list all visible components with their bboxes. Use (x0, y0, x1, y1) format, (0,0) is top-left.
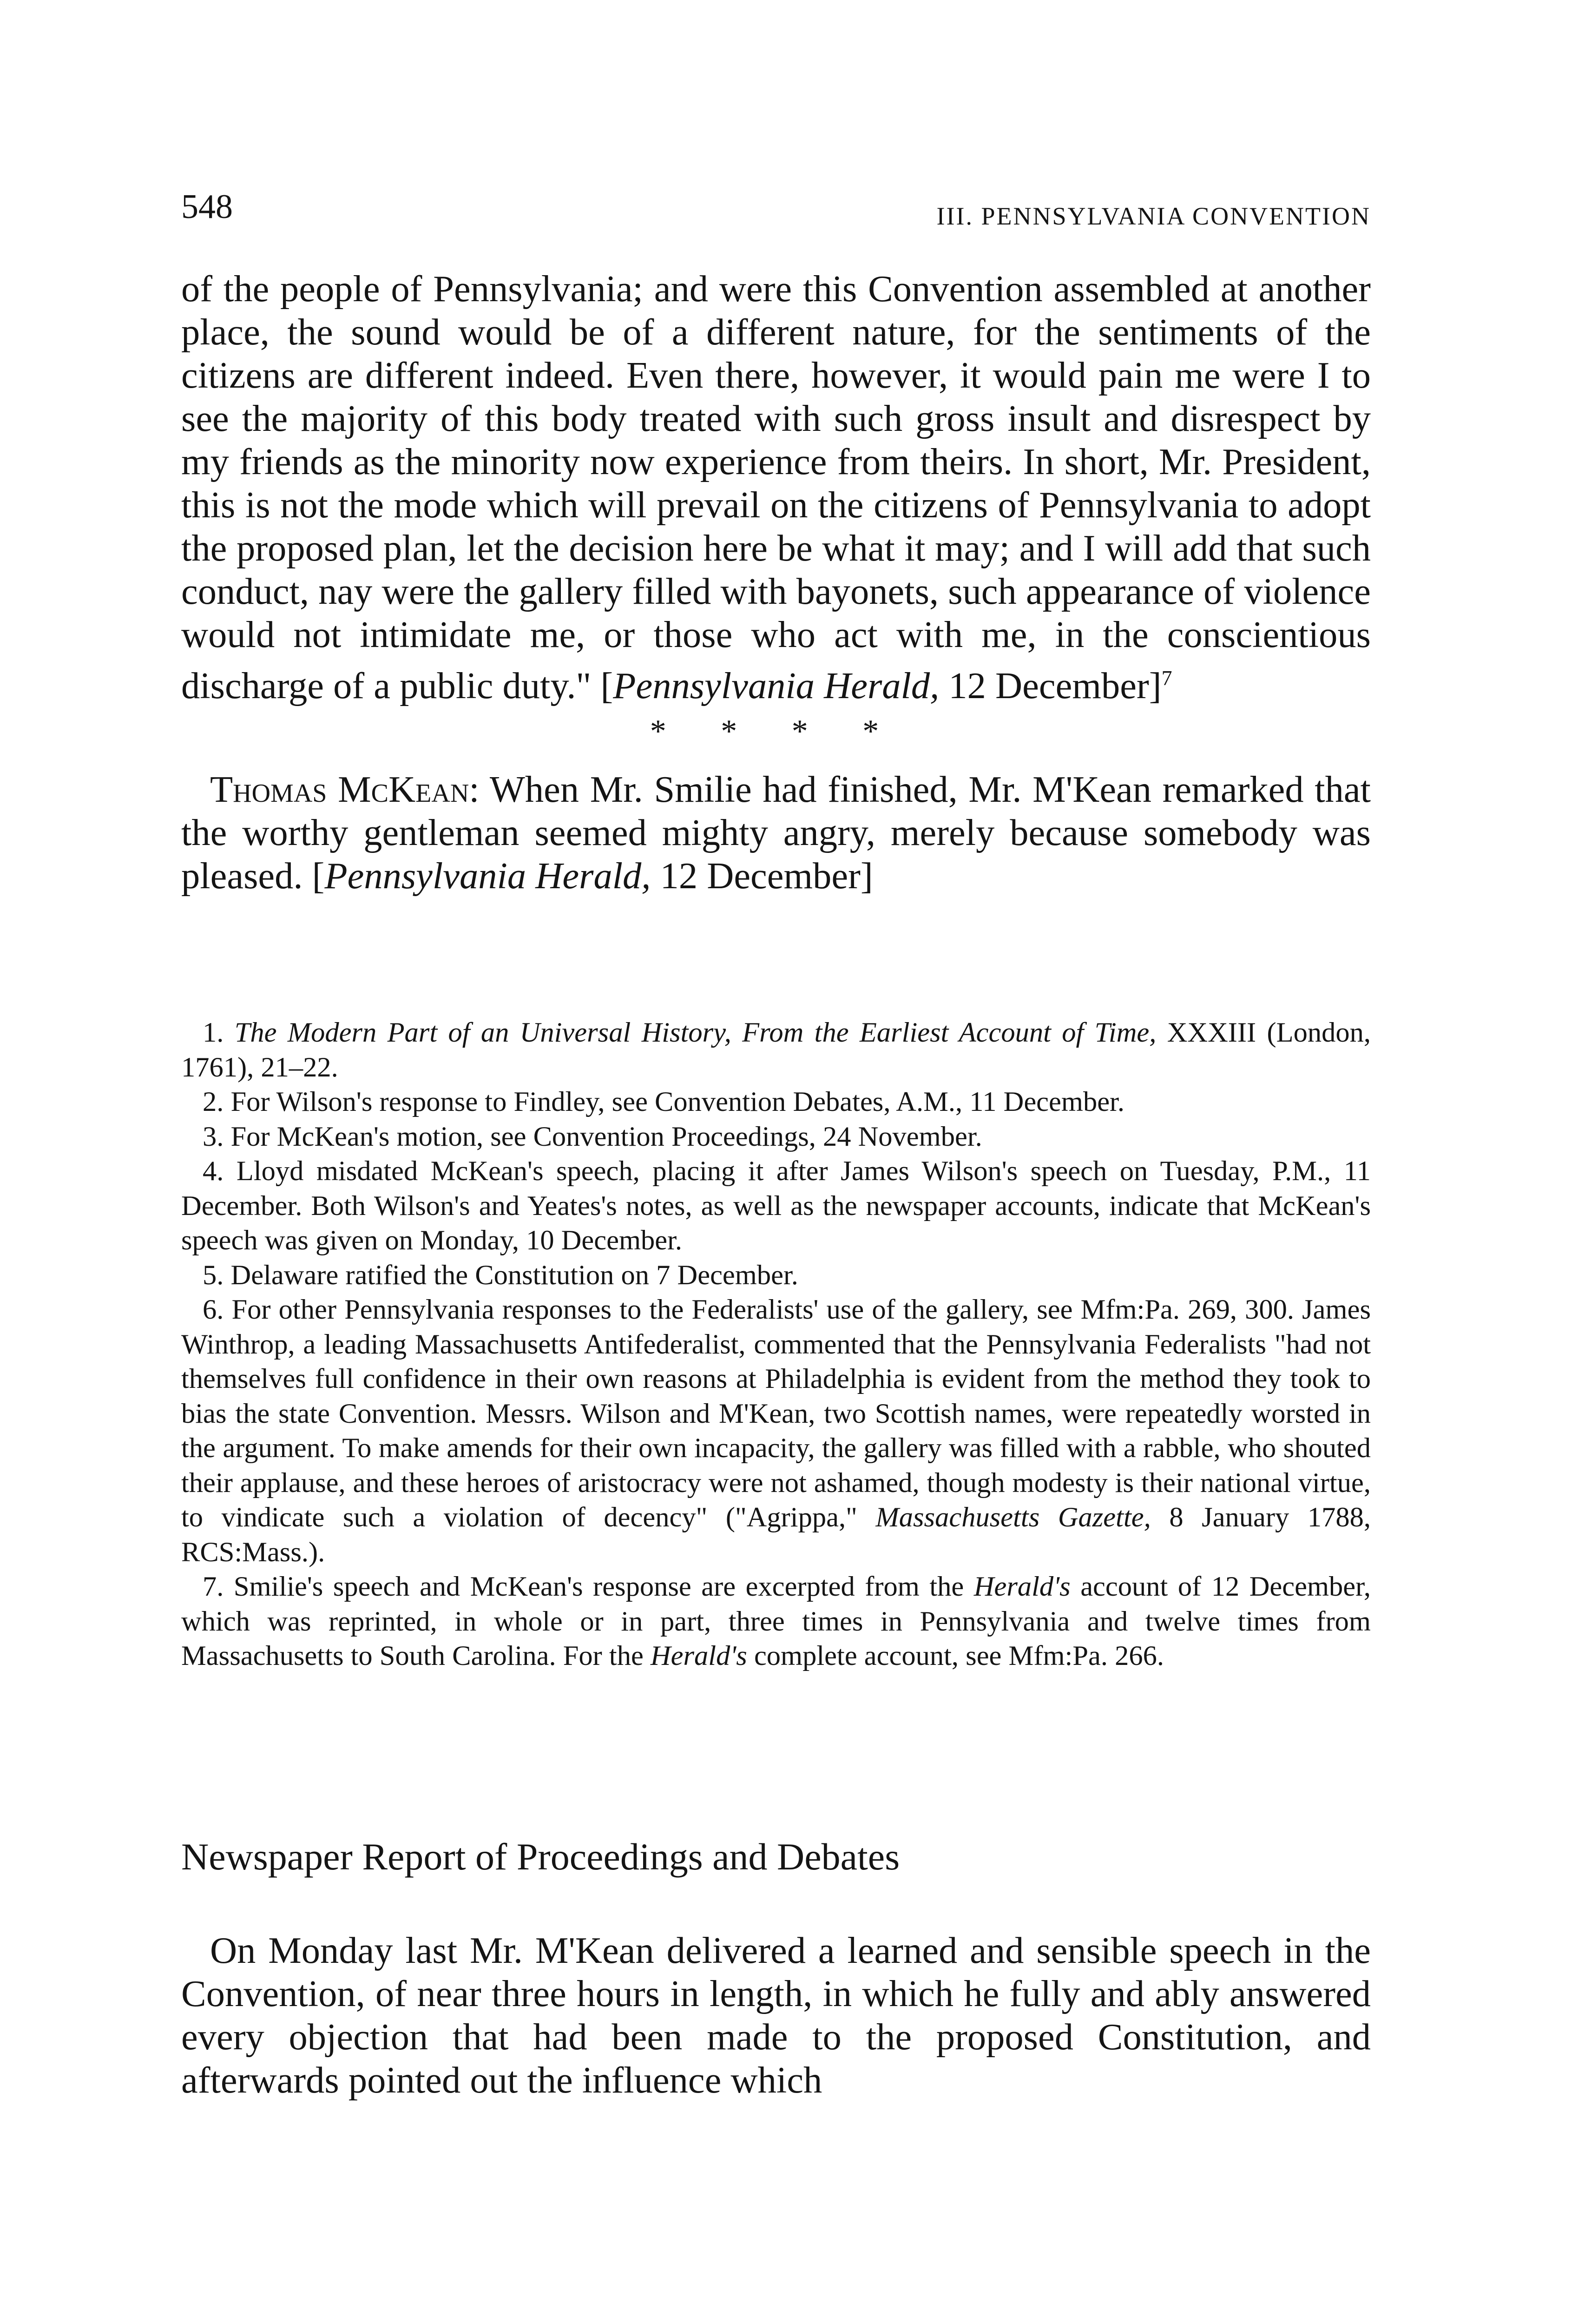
speaker-name: Thomas McKean: (210, 768, 480, 810)
report-paragraph: On Monday last Mr. M'Kean delivered a learned and sensible speech in the Convention, of near three hours in length, in which he fully and ably answered every objection that had been made to the proposed Constitution, and afterwards pointed out the influence which (181, 1930, 1371, 2101)
footnote-text: 8 January 1788, RCS:Mass.). (181, 1502, 1371, 1568)
footnote-text: XXXIII (London, 1761), 21–22. (181, 1017, 1371, 1083)
page-number: 548 (181, 188, 233, 226)
footnote-2: 2. For Wilson's response to Findley, see Convention Debates, A.M., 11 December. (203, 1086, 1124, 1117)
footnote-3: 3. For McKean's motion, see Convention Proceedings, 24 November. (203, 1121, 982, 1152)
mckean-text: When Mr. Smilie had finished, Mr. M'Kean remarked that the worthy gentleman seemed mighty angry, merely because somebody was pleased. (181, 768, 1371, 897)
section-separator: * * * * (650, 713, 902, 749)
footnote-text: 6. For other Pennsylvania responses to the Federalists' use of the gallery, see Mfm:Pa. 269, 300. James Winthrop, a leading Massachusetts Antifederalist, commented that the Pennsylvania Federalists "had not themselves full confidence in their own reasons at Philadelphia is evident from the method they took to bias the state Convention. Messrs. Wilson and M'Kean, two Scottish names, were repeatedly worsted in the argument. To make amends for their own incapacity, the gallery was filled with a rabble, who shouted their applause, and these heroes of aristocracy were not ashamed, though modesty is their national virtue, to vindicate such a violation of decency" ("Agrippa," (181, 1294, 1371, 1533)
footnote-4: 4. Lloyd misdated McKean's speech, placing it after James Wilson's speech on Tuesday, P.M., 11 December. Both Wilson's and Yeates's notes, as well as the newspaper accounts, indicate that McKean's speech was given on Monday, 10 December. (181, 1155, 1371, 1256)
mckean-paragraph (181, 768, 1371, 898)
footnote-text: complete account, see Mfm:Pa. 266. (754, 1640, 1164, 1671)
footnote-6 (181, 1293, 1371, 1570)
section-heading: Newspaper Report of Proceedings and Debates (181, 1835, 900, 1878)
footnote-1 (181, 1016, 1371, 1085)
footnote-number: 1. (203, 1017, 224, 1048)
citation-bracket: [ (312, 855, 325, 897)
speech-text: of the people of Pennsylvania; and were this Convention assembled at another place, the sound would be of a different nature, for the sentiments of the citizens are different indeed. Even there, however, it would pain me were I to see the majority of this body treated with such gross insult and disrespect by my friends as the minority now experience from theirs. In short, Mr. President, this is not the mode which will prevail on the citizens of Pennsylvania to adopt the proposed plan, let the decision here be what it may; and I will add that such conduct, nay were the gallery filled with bayonets, such appearance of violence would not intimidate me, or those who act with me, in the conscientious discharge of a public duty." (181, 268, 1371, 706)
citation-date: 12 December] (660, 855, 873, 897)
running-section-title: III. PENNSYLVANIA CONVENTION (936, 202, 1371, 230)
speech-block (181, 267, 1371, 898)
running-head (181, 184, 1371, 235)
citation-source: Pennsylvania Herald, (613, 665, 940, 706)
citation-date: 12 December] (948, 665, 1162, 706)
footnote-text: account of 12 December, which was reprinted, in whole or in part, three times in Pennsylvania and twelve times from Massachusetts to South Carolina. For the (181, 1571, 1371, 1671)
footnote-7 (181, 1570, 1371, 1674)
footnote-5: 5. Delaware ratified the Constitution on 7 December. (203, 1259, 798, 1291)
citation-bracket: [ (600, 665, 613, 706)
footnote-text: 7. Smilie's speech and McKean's response are excerpted from the (203, 1571, 964, 1602)
footnote-title: The Modern Part of an Universal History, From the Earliest Account of Time, (234, 1017, 1157, 1048)
footnote-source: Massachusetts Gazette, (875, 1502, 1151, 1533)
footnotes (181, 1016, 1371, 1674)
footnote-source: Herald's (973, 1571, 1071, 1602)
citation-source: Pennsylvania Herald, (324, 855, 651, 897)
footnote-source: Herald's (650, 1640, 747, 1671)
report-block (181, 1929, 1371, 2102)
note-reference: 7 (1161, 666, 1172, 690)
speech-paragraph (181, 267, 1371, 707)
